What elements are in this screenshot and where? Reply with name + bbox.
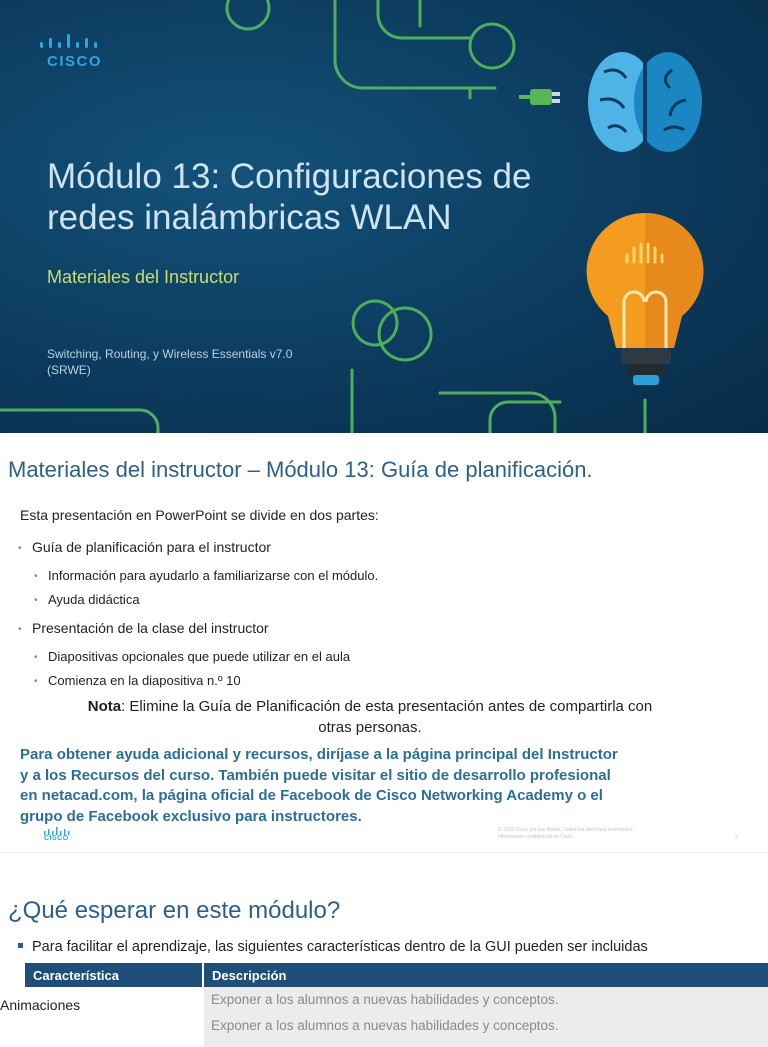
plug-icon: [519, 89, 560, 105]
slide-heading: Materiales del instructor – Módulo 13: Guía de planificación.: [8, 457, 593, 482]
note-text: Nota: Elimine la Guía de Planificación de esta presentación antes de compartirla con otras personas.: [87, 698, 653, 736]
planning-guide-slide: [0, 433, 768, 852]
title-line-2: redes inalámbricas WLAN: [47, 198, 452, 237]
title-slide: [0, 0, 768, 433]
title-line-1: Módulo 13: Configuraciones de: [47, 157, 532, 196]
page-number: 2: [735, 835, 738, 841]
bullet-item: • Guía de planificación para el instructor: [18, 539, 271, 555]
bullet-item: Para facilitar el aprendizaje, las siguientes características dentro de la GUI pueden ser incluidas: [18, 939, 758, 957]
sub-bullet-item: • Información para ayudarlo a familiarizarse con el módulo.: [34, 568, 379, 583]
cisco-wordmark: CISCO: [47, 53, 103, 70]
table-header-row: [25, 963, 768, 987]
module-expectations-slide: [0, 852, 768, 1033]
cisco-logo-icon: [44, 827, 72, 835]
cisco-logo-icon: [40, 34, 110, 50]
sub-bullet-item: • Diapositivas opcionales que puede utilizar en el aula: [34, 649, 351, 664]
sub-bullet-item: • Comienza en la diapositiva n.º 10: [34, 673, 241, 688]
description-cell: Exponer a los alumnos a nuevas habilidades y conceptos.: [203, 987, 768, 1013]
slide-subtitle: Materiales del Instructor: [47, 267, 240, 287]
lightbulb-icon: [587, 213, 704, 385]
square-bullet-icon: [18, 943, 23, 948]
table-row: [25, 1013, 768, 1047]
brain-icon: [588, 52, 702, 152]
footer-copyright: © 2016 Cisco y/o sus filiales. Todos los derechos reservados. Información confidencial de Cisco: [498, 827, 634, 840]
features-table: [0, 963, 768, 1047]
bullet-dot-icon: •: [34, 652, 38, 664]
help-paragraph: Para obtener ayuda adicional y recursos, diríjase a la página principal del Instructor y a los Recursos del curso. También puede visitar el sitio de desarrollo profesional en netacad.com, la página oficial de Facebook de Cisco Networking Academy o el grupo de Facebook exclusivo para instructores.: [20, 746, 618, 825]
bullet-dot-icon: •: [34, 571, 38, 583]
bullet-dot-icon: •: [18, 542, 22, 554]
slide-title: [47, 156, 607, 238]
feature-cell: Animaciones: [0, 997, 81, 1013]
course-line-2: (SRWE): [47, 363, 91, 377]
cisco-logo-small: CISCO: [44, 827, 72, 842]
bullet-dot-icon: •: [18, 623, 22, 635]
column-header: Característica: [25, 963, 203, 987]
course-name: [47, 346, 347, 378]
bullet-dot-icon: •: [34, 676, 38, 688]
slide-heading: ¿Qué esperar en este módulo?: [8, 897, 341, 924]
course-line-1: Switching, Routing, y Wireless Essentials v7.0: [47, 347, 293, 361]
description-cell: Exponer a los alumnos a nuevas habilidades y conceptos.: [203, 1013, 768, 1047]
feature-cell: [25, 1013, 203, 1047]
bullet-item: • Presentación de la clase del instructor: [18, 620, 269, 636]
table-row: [25, 987, 768, 1013]
sub-bullet-item: • Ayuda didáctica: [34, 592, 140, 607]
bullet-dot-icon: •: [34, 595, 38, 607]
column-header: Descripción: [203, 963, 768, 987]
intro-text: Esta presentación en PowerPoint se divide en dos partes:: [20, 507, 379, 523]
